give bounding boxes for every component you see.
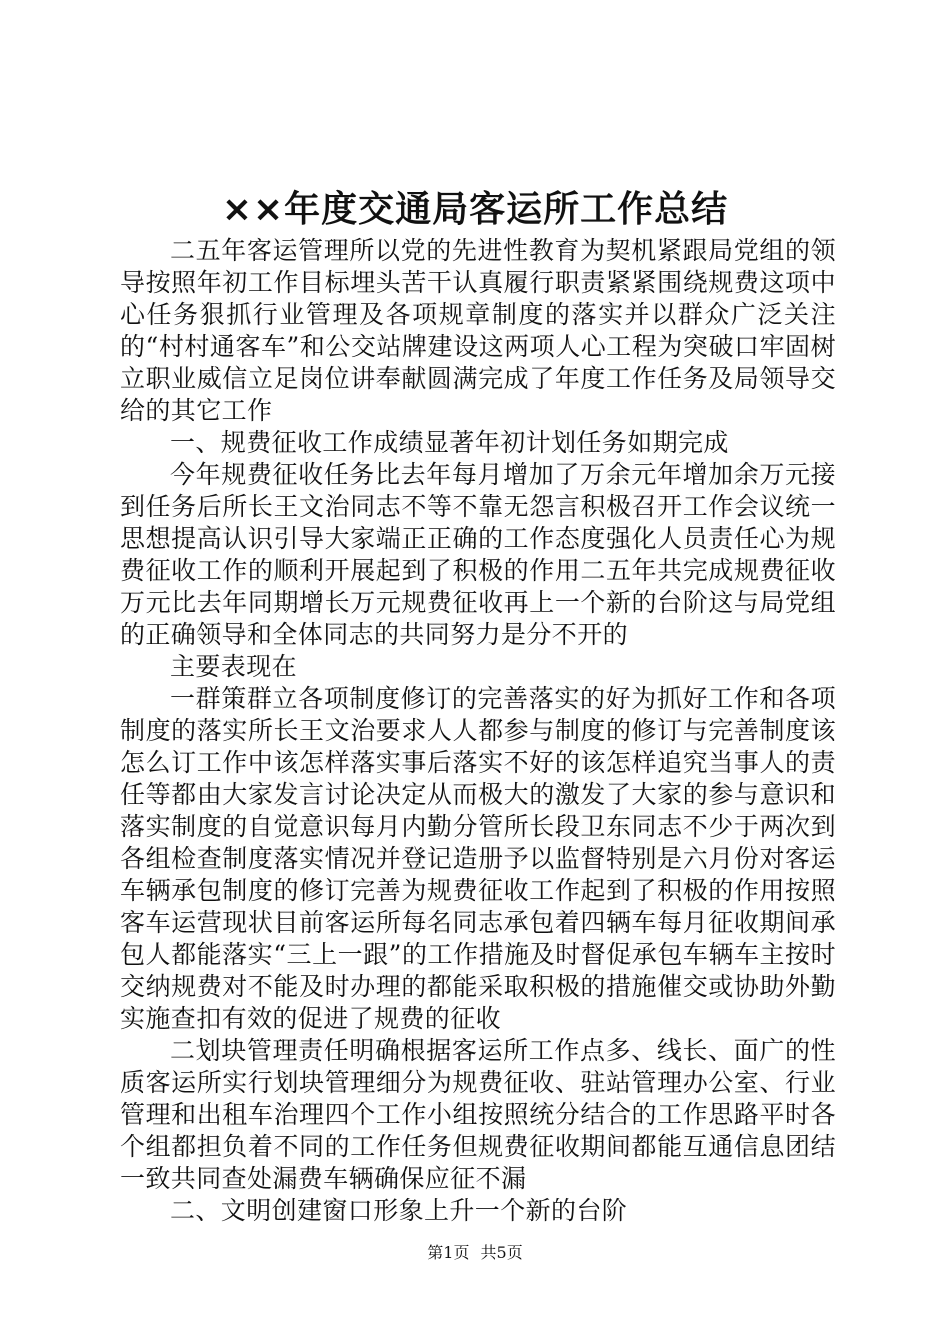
document-body bbox=[120, 235, 836, 1227]
page-footer bbox=[0, 1243, 950, 1263]
section-heading-civilization: 二、文明创建窗口形象上升一个新的台阶 bbox=[170, 1196, 628, 1225]
system-revision-paragraph: 一群策群立各项制度修订的完善落实的好为抓好工作和各项制度的落实所长王文治要求人人都参与制度的修订与完善制度该怎么订工作中该怎样落实事后落实不好的该怎样追究当事人的责任等都由大家发言讨论决定从而极大的激发了大家的参与意识和落实制度的自觉意识每月内勤分管所长段卫东同志不少于两次到各组检查制度落实情况并登记造册予以监督特别是六月份对客运车辆承包制度的修订完善为规费征收工作起到了积极的作用按照客车运营现状目前客运所每名同志承包着四辆车每月征收期间承包人都能落实“三上一跟”的工作措施及时督促承包车辆车主按时交纳规费对不能及时办理的都能采取积极的措施催交或协助外勤实施查扣有效的促进了规费的征收 bbox=[120, 684, 836, 1033]
fee-collection-paragraph: 今年规费征收任务比去年每月增加了万余元年增加余万元接到任务后所长王文治同志不等不靠无怨言积极召开工作会议统一思想提高认识引导大家端正正确的工作态度强化人员责任心为规费征收工作的顺利开展起到了积极的作用二五年共完成规费征收万元比去年同期增长万元规费征收再上一个新的台阶这与局党组的正确领导和全体同志的共同努力是分不开的 bbox=[120, 460, 836, 649]
page-number: 第1页 bbox=[427, 1243, 470, 1262]
section-heading-fee-collection: 一、规费征收工作成绩显著年初计划任务如期完成 bbox=[170, 428, 729, 457]
subheading-main-performance: 主要表现在 bbox=[170, 652, 298, 681]
block-management-paragraph: 二划块管理责任明确根据客运所工作点多、线长、面广的性质客运所实行划块管理细分为规费征收、驻站管理办公室、行业管理和出租车治理四个工作小组按照统分结合的工作思路平时各个组都担负着不同的工作任务但规费征收期间都能互通信息团结一致共同查处漏费车辆确保应征不漏 bbox=[120, 1036, 836, 1193]
document-title: ××年度交通局客运所工作总结 bbox=[221, 189, 729, 230]
intro-paragraph: 二五年客运管理所以党的先进性教育为契机紧跟局党组的领导按照年初工作目标埋头苦干认真履行职责紧紧围绕规费这项中心任务狠抓行业管理及各项规章制度的落实并以群众广泛关注的“村村通客车”和公交站牌建设这两项人心工程为突破口牢固树立职业威信立足岗位讲奉献圆满完成了年度工作任务及局领导交给的其它工作 bbox=[120, 236, 836, 425]
page-total: 共5页 bbox=[480, 1243, 523, 1262]
